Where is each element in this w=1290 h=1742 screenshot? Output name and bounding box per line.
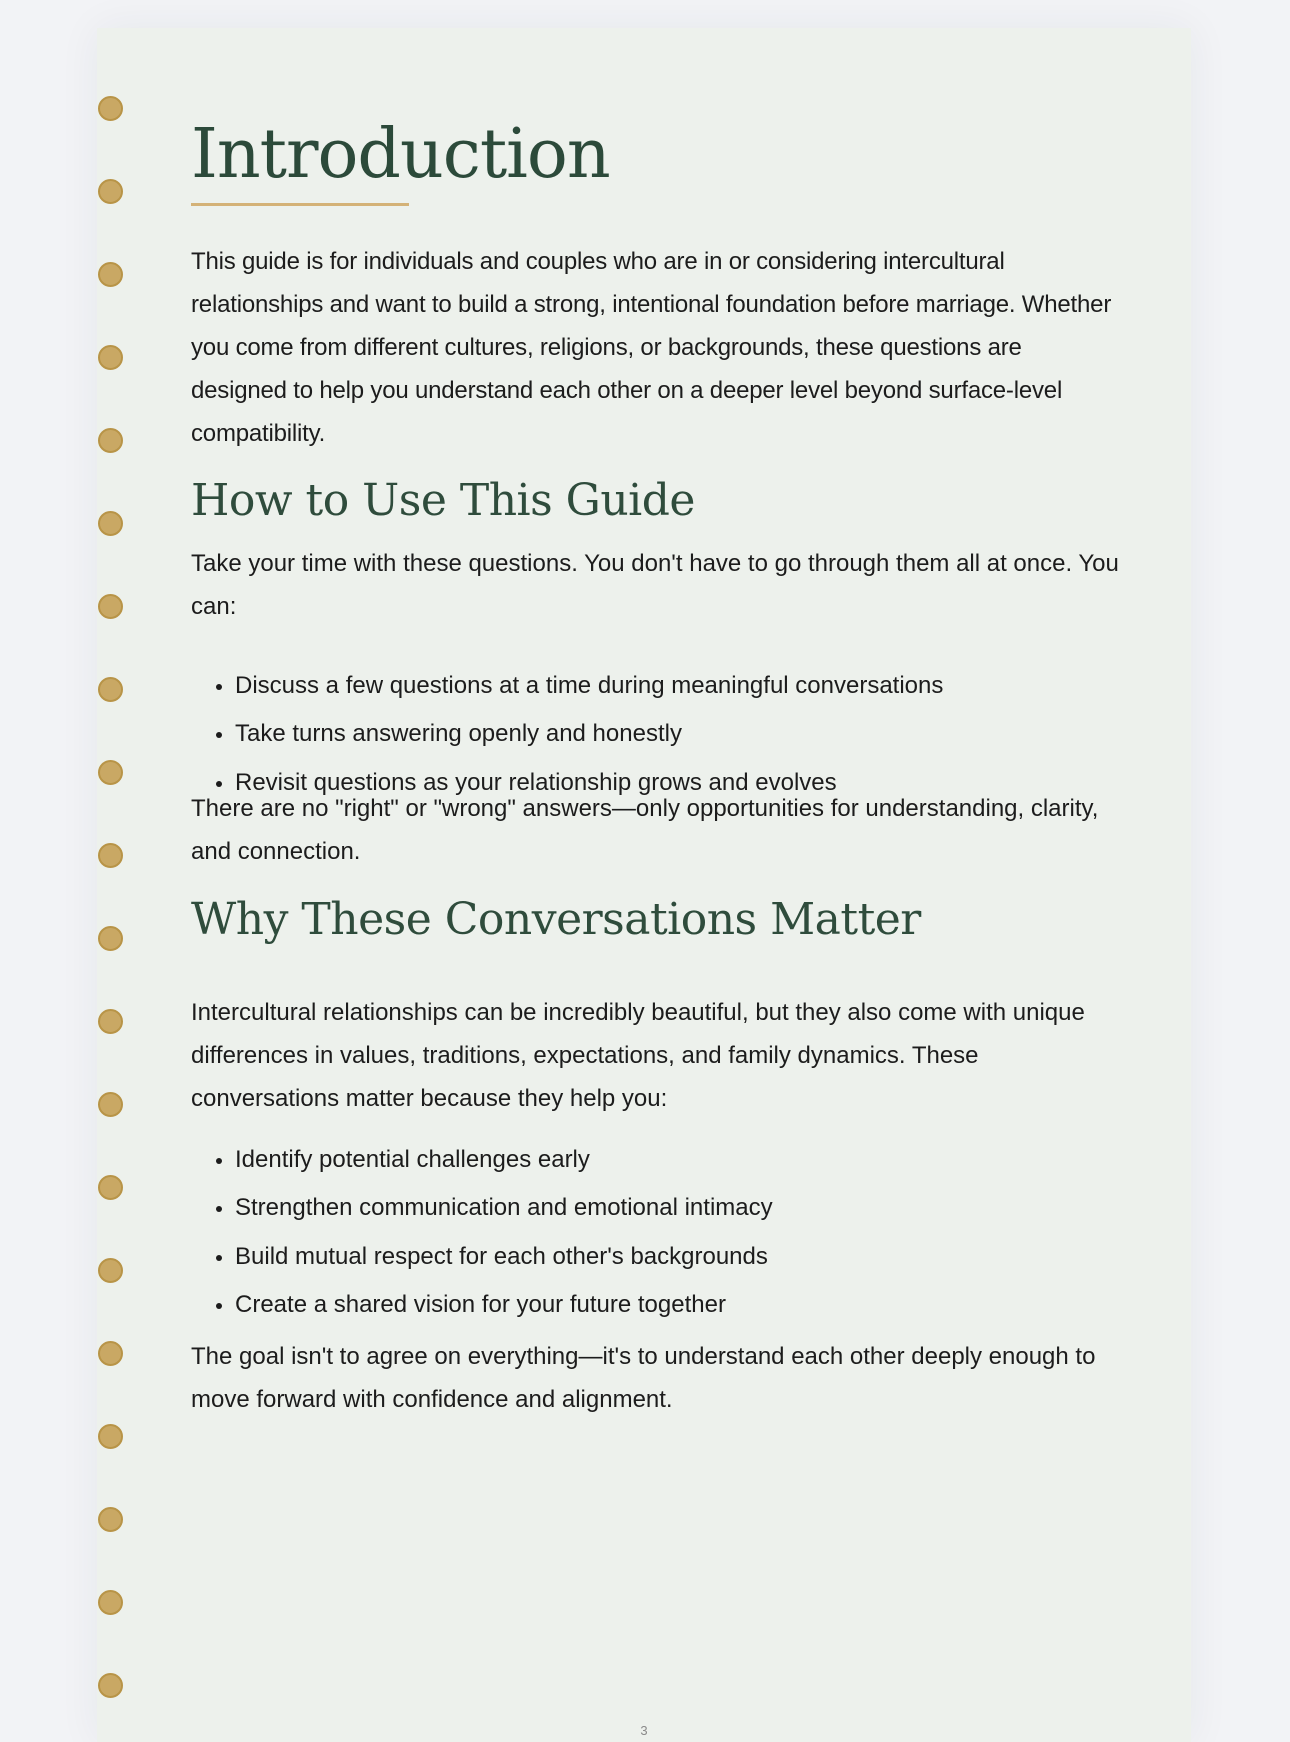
- binding-ring: [98, 262, 123, 287]
- how-to-use-lead: Take your time with these questions. You don't have to go through them all at once. You can:: [191, 550, 1119, 620]
- why-matter-lead: Intercultural relationships can be incredibly beautiful, but they also come with unique differences in values, traditions, expectations, and family dynamics. These conversations matter because they help you:: [191, 999, 1085, 1112]
- section-heading-how-to-use: How to Use This Guide: [191, 475, 695, 526]
- section-heading-why-matter: Why These Conversations Matter: [191, 894, 921, 945]
- binding-ring: [98, 1175, 123, 1200]
- binding-ring: [98, 179, 123, 204]
- binding-ring: [98, 1590, 123, 1615]
- binding-rings: [97, 28, 157, 1742]
- binding-ring: [98, 428, 123, 453]
- binding-ring: [98, 926, 123, 951]
- binding-ring: [98, 1092, 123, 1117]
- binding-ring: [98, 1341, 123, 1366]
- binding-ring: [98, 1507, 123, 1532]
- binding-ring: [98, 1673, 123, 1698]
- binding-ring: [98, 677, 123, 702]
- title-underline: [191, 203, 409, 206]
- list-item: Create a shared vision for your future together: [191, 1281, 773, 1329]
- how-to-use-list: [191, 662, 943, 807]
- how-to-use-closing: There are no "right" or "wrong" answers—only opportunities for understanding, clarity, and connection.: [191, 795, 1099, 865]
- list-item: Revisit questions as your relationship grows and evolves: [191, 759, 943, 807]
- binding-ring: [98, 511, 123, 536]
- binding-ring: [98, 345, 123, 370]
- why-matter-list: [191, 1136, 773, 1330]
- binding-ring: [98, 96, 123, 121]
- why-matter-closing: The goal isn't to agree on everything—it's to understand each other deeply enough to move forward with confidence and alignment.: [191, 1343, 1096, 1413]
- binding-ring: [98, 1424, 123, 1449]
- list-item: Identify potential challenges early: [191, 1136, 773, 1184]
- binding-ring: [98, 594, 123, 619]
- binding-ring: [98, 1258, 123, 1283]
- list-item: Strengthen communication and emotional intimacy: [191, 1184, 773, 1232]
- notebook-page: [97, 28, 1191, 1742]
- page-title: Introduction: [191, 115, 610, 194]
- intro-paragraph: This guide is for individuals and couples who are in or considering intercultural relationships and want to build a strong, intentional foundation before marriage. Whether you come from different cultures, religions, or backgrounds, these questions are designed to help you understand each other on a deeper level beyond surface-level compatibility.: [191, 248, 1112, 447]
- binding-ring: [98, 1009, 123, 1034]
- binding-ring: [98, 760, 123, 785]
- list-item: Discuss a few questions at a time during meaningful conversations: [191, 662, 943, 710]
- binding-ring: [98, 843, 123, 868]
- list-item: Build mutual respect for each other's backgrounds: [191, 1233, 773, 1281]
- list-item: Take turns answering openly and honestly: [191, 710, 943, 758]
- page-number: 3: [640, 1723, 648, 1738]
